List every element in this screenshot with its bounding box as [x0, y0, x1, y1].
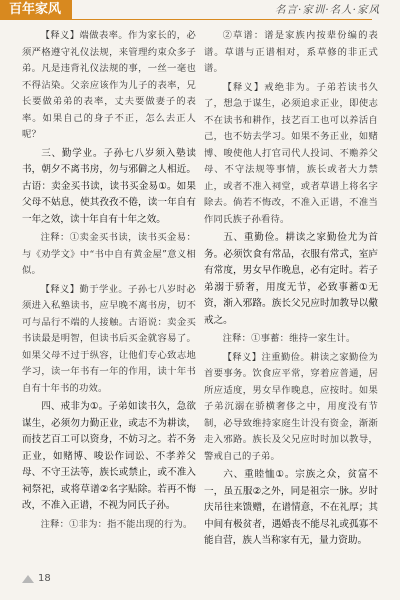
header-subtitle: 名言·家训·名人·家风 — [274, 4, 380, 16]
right-column — [204, 28, 378, 550]
paragraph-annotation: 注释：①非为：指不能出现的行为。 — [40, 518, 193, 530]
triangle-icon — [22, 575, 34, 583]
paragraph-body: 三、勤学业。子孙七八岁须入塾读书，朝夕不离书房，勿与邪僻之人相近。古语：卖金买书读，读书买金易①。如果父母不姑息，使其孜孜不倦，读一年自有一年之效，读十年自有十年之效。 — [22, 147, 196, 225]
book-title: 百年家风 — [0, 0, 72, 20]
header-rule — [72, 19, 372, 20]
paragraph-note: 【释义】端做表率。作为家长的，必须严格遵守礼仪法规，来管理约束众多子弟。凡是违背礼仪法规的事，一丝一毫也不得沾染。父亲应该作为儿子的表率，兄长要做弟弟的表率，丈夫要做妻子的表率。如果自己的身子不正，怎么去正人呢？ — [22, 30, 196, 140]
page-number: 18 — [38, 573, 51, 584]
paragraph-annotation: 注释：①卖金买书读，读书买金易：与《劝学文》中“书中自有黄金屋”意义相似。 — [22, 232, 196, 276]
paragraph-body: 四、戒非为①。子弟如读书久，急欲谋生，必须勿力勤正业，或志不为耕读，而技艺百工可以资身，不妨习之。若不务正业，如赌博、唆讼作词讼、不孝养父母、不守王法等，族长或禁止，或不准入祠祭祀，或将草谱②名字贴除。若再不悔改，不准入正谱，不视为同氏子孙。 — [22, 401, 196, 511]
paragraph-annotation: ②草谱：谱是家族内按辈份编的表谱。草谱与正谱相对，系草修的非正式谱。 — [204, 30, 378, 74]
left-column — [22, 28, 196, 533]
page-header — [0, 0, 400, 26]
paragraph-note: 【释义】戒绝非为。子弟若读书久了，想急于谋生，必须追求正业，即使志不在读书和耕作，技艺百工也可以养活自己，也不妨去学习。如果不务正业，如赌博、唆使他人打官司代人投词、不赡养父母、不守法规等事情，族长或者大力禁止，或者不准入祠堂，或者草谱上将名字除去。倘若不悔改，不准入正谱，不准当作同氏族子孙看待。 — [204, 81, 378, 225]
paragraph-note: 【释义】勤于学业。子孙七八岁时必须进入私塾读书，应早晚不离书房，切不可与品行不端的人接触。古语说：卖金买书读最是明智，但读书后买金就容易了。如果父母不过于纵容，让他们专心致志地学习，读一年书有一年的作用，读十年书自有十年书的功效。 — [22, 283, 196, 394]
paragraph-note: 【释义】注重勤俭。耕读之家勤俭为首要事务。饮食应平常，穿着应普通，居所应适度，男女早作晚息，应按时。如果子弟沉溺在骄横奢侈之中，用度没有节制，必导致维持家庭生计没有资金，渐渐走入邪路。族长及父兄应时时加以教导，警戒自己的子弟。 — [204, 351, 378, 462]
paragraph-body: 五、重勤俭。耕读之家勤俭尤为首务。必须饮食有常品，衣服有常式，室庐有常度，男女早作晚息，必有定时。若子弟溺于骄奢，用度无节，必致事蓄①无资，渐入邪路。族长父兄应时加教导以儆戒之。 — [204, 232, 378, 326]
paragraph-body: 六、重睦恤①。宗族之众，贫富不一，虽五服②之外，同是祖宗一脉。岁时庆吊往来馈赠，在谱情意，不在礼厚；其中间有极贫者，遇婚丧不能尽礼或孤寡不能自营，族人当称家有无，量力资助。 — [204, 469, 378, 546]
paragraph-annotation: 注释：①事蓄：维持一家生计。 — [222, 333, 356, 344]
